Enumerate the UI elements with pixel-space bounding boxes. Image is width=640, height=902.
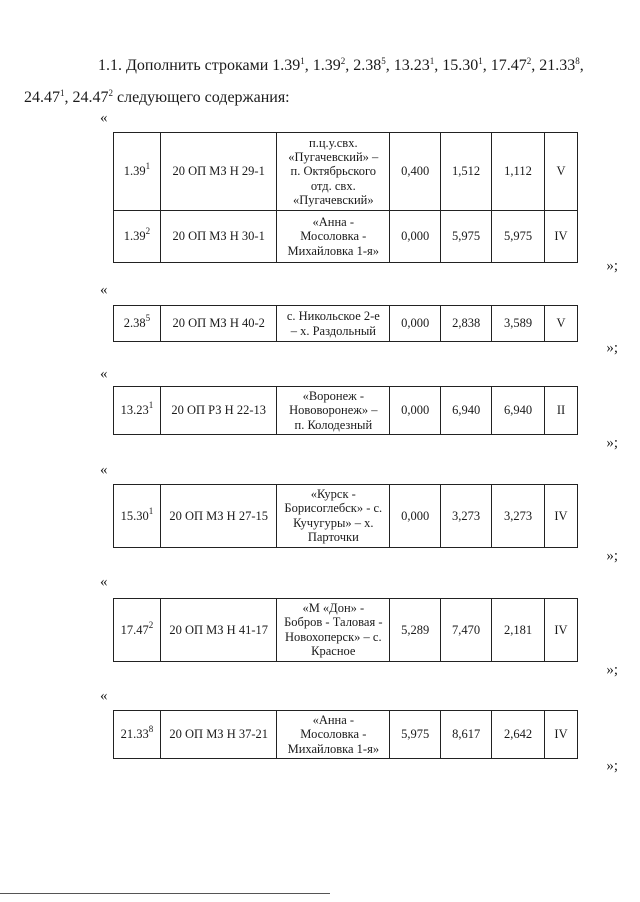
length-km: 5,975 [492, 211, 545, 263]
quote-close-1: »; [606, 258, 618, 274]
row-number: 13.23$^1$ [114, 387, 161, 435]
ref-5: 15.30$^1$ [442, 56, 483, 74]
road-category: V [545, 306, 578, 342]
road-table-5 [113, 598, 578, 662]
road-category: IV [544, 599, 577, 662]
road-category: IV [544, 211, 577, 263]
quote-open-5: « [100, 574, 108, 590]
km-end: 7,470 [441, 599, 492, 662]
road-code: 20 ОП МЗ Н 41-17 [160, 599, 276, 662]
ref-6: 17.47$^2$ [490, 56, 532, 74]
quote-open-2: « [100, 282, 108, 298]
quote-close-5: »; [606, 662, 618, 678]
road-code: 20 ОП МЗ Н 37-21 [160, 711, 276, 759]
road-category: V [544, 133, 577, 211]
row-number: 1.39$^1$ [114, 133, 161, 211]
road-category: IV [545, 711, 578, 759]
road-code: 20 ОП РЗ Н 22-13 [160, 387, 276, 435]
ref-1: 1.39$^1$ [272, 56, 305, 74]
km-end: 1,512 [441, 133, 492, 211]
table-row [114, 133, 578, 211]
length-km: 3,273 [492, 485, 545, 548]
km-start: 0,000 [390, 485, 441, 548]
km-end: 8,617 [441, 711, 492, 759]
footnote-separator [0, 893, 330, 894]
quote-close-4: »; [606, 548, 618, 564]
amendment-intro [24, 50, 628, 114]
km-start: 0,000 [390, 306, 441, 342]
road-category: II [545, 387, 578, 435]
row-number: 15.30$^1$ [114, 485, 161, 548]
row-number: 2.38$^5$ [114, 306, 161, 342]
length-km: 2,181 [492, 599, 545, 662]
road-name: с. Никольское 2-е – х. Раздольный [277, 306, 390, 342]
intro-line-1: 1.1. Дополнить строками 1.39$^1$, 1.39$^2$, 2.38$^5$, 13.23$^1$, 15.30$^1$, 17.47$^2$, 21.33$^8$, [98, 56, 584, 74]
row-number: 21.33$^8$ [114, 711, 161, 759]
km-start: 0,400 [390, 133, 441, 211]
ref-8: 24.47$^1$ [24, 88, 65, 106]
km-end: 3,273 [441, 485, 492, 548]
quote-open-4: « [100, 462, 108, 478]
km-start: 0,000 [390, 211, 441, 263]
table-row [114, 485, 578, 548]
table-row [114, 711, 578, 759]
km-end: 6,940 [441, 387, 492, 435]
row-number: 1.39$^2$ [114, 211, 161, 263]
road-name: «Анна - Мосоловка - Михайловка 1-я» [277, 711, 390, 759]
quote-open-1: « [100, 110, 108, 126]
length-km: 6,940 [492, 387, 545, 435]
row-number: 17.47$^2$ [114, 599, 161, 662]
km-start: 5,289 [390, 599, 441, 662]
road-code: 20 ОП МЗ Н 40-2 [160, 306, 277, 342]
intro-prefix: 1.1. Дополнить строками [98, 57, 273, 74]
km-start: 0,000 [390, 387, 441, 435]
table-row [114, 211, 578, 263]
ref-3: 2.38$^5$ [353, 56, 386, 74]
table-row [114, 387, 578, 435]
ref-4: 13.23$^1$ [393, 56, 435, 74]
ref-9: 24.47$^2$ [72, 88, 113, 106]
ref-2: 1.39$^2$ [312, 56, 346, 74]
table-row [114, 599, 578, 662]
length-km: 2,642 [492, 711, 545, 759]
quote-close-2: »; [606, 340, 618, 356]
road-table-4 [113, 484, 578, 548]
road-category: IV [544, 485, 577, 548]
road-name: «Анна - Мосоловка - Михайловка 1-я» [277, 211, 390, 263]
km-start: 5,975 [390, 711, 441, 759]
road-name: «Курск - Борисоглебск» - с. Кучугуры» – х. Парточки [277, 485, 390, 548]
road-table-1 [113, 132, 578, 263]
km-end: 5,975 [441, 211, 492, 263]
table-row [114, 306, 578, 342]
road-name: п.ц.у.свх. «Пугачевский» – п. Октябрьского отд. свх. «Пугачевский» [277, 133, 390, 211]
ref-7: 21.33$^8$ [539, 56, 580, 74]
road-code: 20 ОП МЗ Н 27-15 [160, 485, 276, 548]
quote-open-6: « [100, 688, 108, 704]
road-code: 20 ОП МЗ Н 30-1 [160, 211, 276, 263]
road-table-3 [113, 386, 578, 435]
quote-close-6: »; [606, 758, 618, 774]
intro-line-2: 24.47$^1$, 24.47$^2$ следующего содержания: [24, 88, 290, 106]
road-table-2 [113, 305, 578, 342]
road-name: «М «Дон» - Бобров - Таловая - Новохоперск» – с. Красное [277, 599, 390, 662]
length-km: 3,589 [492, 306, 545, 342]
quote-open-3: « [100, 366, 108, 382]
road-table-6 [113, 710, 578, 759]
km-end: 2,838 [441, 306, 492, 342]
quote-close-3: »; [606, 435, 618, 451]
length-km: 1,112 [492, 133, 545, 211]
road-name: «Воронеж - Нововоронеж» – п. Колодезный [277, 387, 390, 435]
intro-suffix: следующего содержания: [113, 89, 290, 106]
road-code: 20 ОП МЗ Н 29-1 [160, 133, 276, 211]
